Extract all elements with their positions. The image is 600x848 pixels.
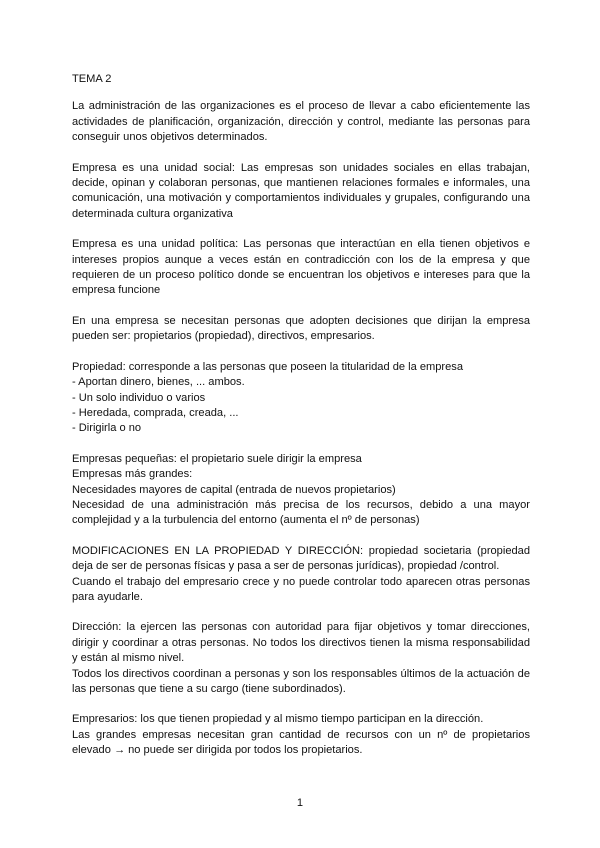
direccion-todos: Todos los directivos coordinan a personas y son los responsables últimos de la actuación de las personas que tiene a su cargo (tiene subordinados). xyxy=(72,667,530,695)
propiedad-item: - Heredada, comprada, creada, ... xyxy=(72,406,239,419)
empresarios-text: Empresarios: los que tienen propiedad y al mismo tiempo participan en la dirección. xyxy=(72,713,484,726)
direccion-text: Dirección: la ejercen las personas con autoridad para fijar objetivos y tomar direcciones, dirigir y coordinar a otras personas. No todos los directivos tienen la misma responsabilidad y están al mismo nivel. xyxy=(72,621,530,665)
section-modificaciones xyxy=(72,544,530,606)
empresas-necesidad-admin: Necesidad de una administración más precisa de los recursos, debido a una mayor complejidad y a la turbulencia del entorno (aumenta el nº de personas) xyxy=(72,498,530,527)
propiedad-item: - Dirigirla o no xyxy=(72,422,142,435)
empresas-pequenas: Empresas pequeñas: el propietario suele dirigir la empresa xyxy=(72,452,362,465)
page-number: 1 xyxy=(296,797,304,809)
propiedad-item: - Un solo individuo o varios xyxy=(72,391,206,404)
modificaciones-cuando: Cuando el trabajo del empresario crece y no puede controlar todo aparecen otras personas para ayudarle. xyxy=(72,575,530,603)
paragraph-administracion: La administración de las organizaciones es el proceso de llevar a cabo eficientemente las actividades de planificación, organización, dirección y control, mediante las personas para conseguir unos objetivos determinados. xyxy=(72,100,530,144)
propiedad-intro: Propiedad: corresponde a las personas que poseen la titularidad de la empresa xyxy=(72,360,464,373)
empresarios-grandes: Las grandes empresas necesitan gran cantidad de recursos con un nº de propietarios elevado → no puede ser dirigida por todos los propietarios. xyxy=(72,728,530,757)
empresas-grandes: Empresas más grandes: xyxy=(72,468,193,481)
modificaciones-text: MODIFICACIONES EN LA PROPIEDAD Y DIRECCIÓN: propiedad societaria (propiedad deja de ser de personas físicas y pasa a ser de personas jurídicas), propiedad /control. xyxy=(72,544,530,573)
section-propiedad xyxy=(72,360,530,437)
section-empresarios xyxy=(72,712,530,758)
paragraph-decisiones: En una empresa se necesitan personas que adopten decisiones que dirijan la empresa pueden ser: propietarios (propiedad), directivos, empresarios. xyxy=(72,314,530,343)
page-title: TEMA 2 xyxy=(72,73,112,85)
paragraph-unidad-social: Empresa es una unidad social: Las empresas son unidades sociales en ellas trabajan, decide, opinan y colaboran personas, que mantienen relaciones formales e informales, una comunicación, una motivación y comportamientos individuales y grupales, configurando una determinada cultura organizativa xyxy=(72,161,530,220)
section-direccion xyxy=(72,620,530,697)
empresas-necesidades: Necesidades mayores de capital (entrada de nuevos propietarios) xyxy=(72,483,396,496)
section-empresas xyxy=(72,452,530,529)
document-page xyxy=(72,72,530,774)
paragraph-unidad-politica: Empresa es una unidad política: Las personas que interactúan en ella tienen objetivos e intereses propios aunque a veces están en contradicción con los de la empresa y que requieren de un proceso político donde se encuentran los objetivos e intereses para que la empresa funcione xyxy=(72,238,530,297)
propiedad-item: - Aportan dinero, bienes, ... ambos. xyxy=(72,376,245,389)
